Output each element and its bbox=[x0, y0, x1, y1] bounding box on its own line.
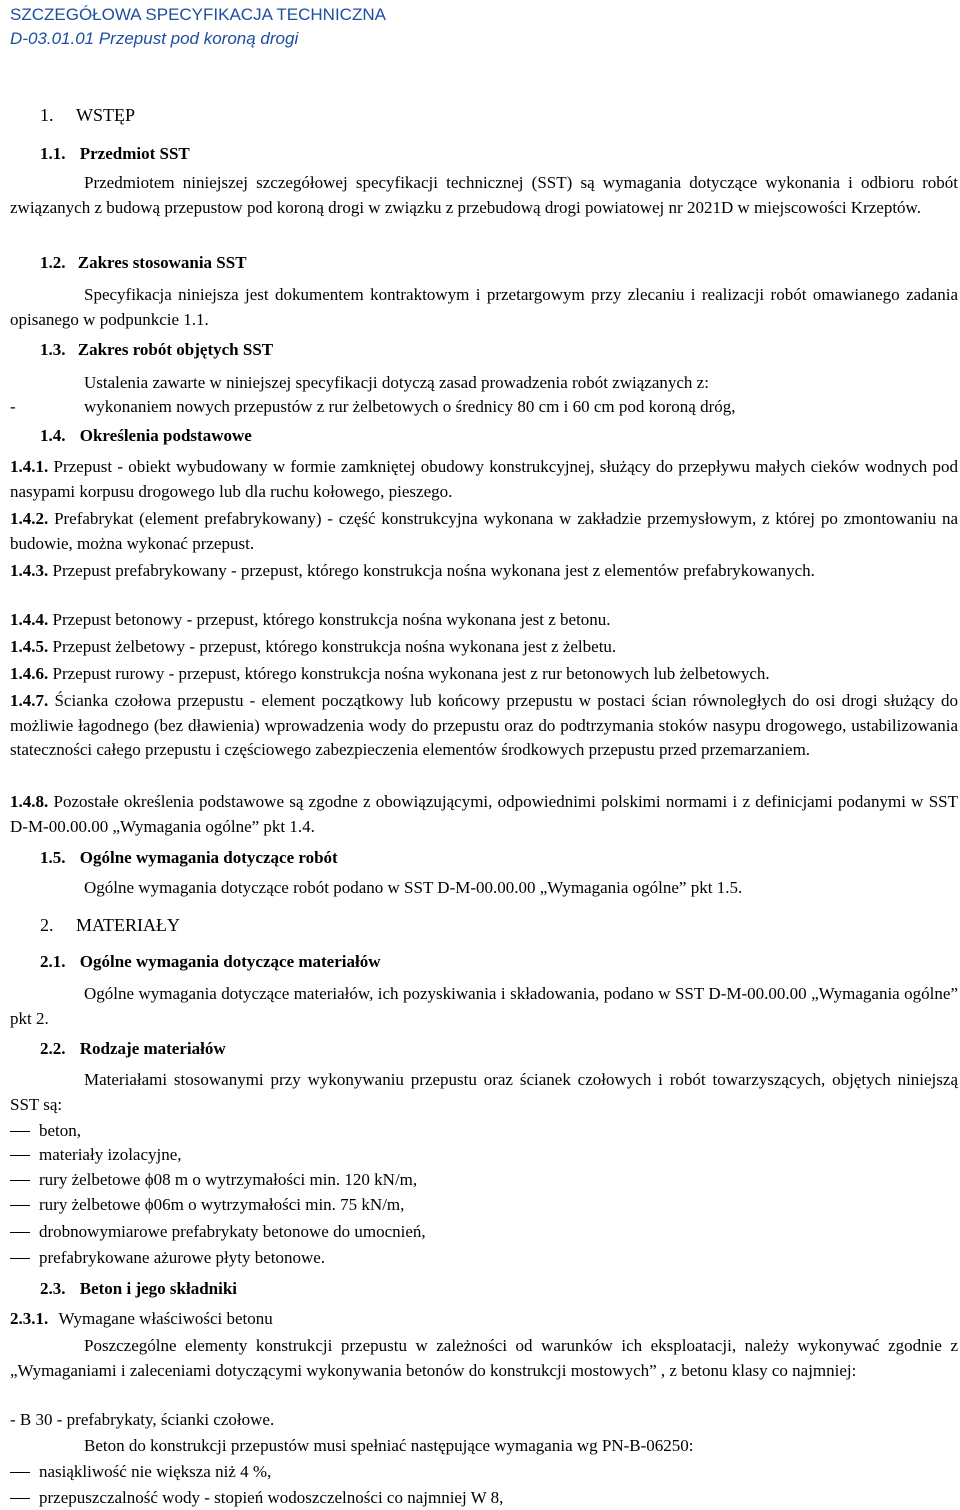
section-title: Wymagane właściwości betonu bbox=[58, 1309, 273, 1328]
definition-1-4-2: 1.4.2. Prefabrykat (element prefabrykowany) - część konstrukcyjna wykonana w zakładzie przemysłowym, z której po zmontowaniu na budowie, można wykonać przepust. bbox=[10, 509, 959, 553]
section-2-3-1-text: Poszczególne elementy konstrukcji przepustu w zależności od warunków ich eksploatacji, należy wykonywać zgodnie z „Wymaganiami i zaleceniami dotyczącymi wykonywania betonów do konstrukcji mostowych” , z betonu klasy co najmniej: bbox=[10, 1336, 958, 1380]
section-title: Przedmiot SST bbox=[79, 144, 190, 163]
section-1-1-heading bbox=[40, 142, 190, 167]
section-title: Ogólne wymagania dotyczące robót bbox=[79, 848, 338, 867]
section-1-5-text: Ogólne wymagania dotyczące robót podano w SST D-M-00.00.00 „Wymagania ogólne” pkt 1.5. bbox=[84, 878, 743, 897]
section-1-4-heading bbox=[40, 424, 252, 449]
section-number: 1.5. bbox=[40, 848, 66, 867]
concrete-class-line: - B 30 - prefabrykaty, ścianki czołowe. bbox=[10, 1410, 275, 1429]
definition-1-4-1: 1.4.1. Przepust - obiekt wybudowany w formie zamkniętej obudowy konstrukcyjnej, służący do przepływu małych cieków wodnych pod nasypami korpusu drogowego lub dla ruchu kołowego, pieszego. bbox=[10, 457, 958, 501]
section-1-2-heading bbox=[40, 251, 247, 276]
material-item: materiały izolacyjne, bbox=[10, 1143, 182, 1167]
section-2-3-1-text2: Beton do konstrukcji przepustów musi spełniać następujące wymagania wg PN-B-06250: bbox=[84, 1436, 694, 1455]
list-dash bbox=[10, 1155, 30, 1156]
section-1-2-text: Specyfikacja niniejsza jest dokumentem kontraktowym i przetargowym przy zlecaniu i realizacji robót omawianego zadania opisanego w podpunkcie 1.1. bbox=[10, 285, 958, 329]
list-dash bbox=[10, 1205, 30, 1206]
list-dash bbox=[10, 1232, 30, 1233]
section-2-3-1-heading bbox=[10, 1307, 273, 1332]
requirement-item: przepuszczalność wody - stopień wodoszczelności co najmniej W 8, bbox=[10, 1486, 503, 1510]
section-2-2-heading bbox=[40, 1037, 226, 1062]
section-title: MATERIAŁY bbox=[76, 915, 180, 935]
section-number: 2.3.1. bbox=[10, 1309, 49, 1328]
section-1-3-text: Ustalenia zawarte w niniejszej specyfikacji dotyczą zasad prowadzenia robót związanych z: bbox=[84, 373, 709, 392]
section-title: Ogólne wymagania dotyczące materiałów bbox=[79, 952, 381, 971]
section-number: 1. bbox=[40, 105, 54, 125]
section-number: 2.1. bbox=[40, 952, 66, 971]
material-item: prefabrykowane ażurowe płyty betonowe. bbox=[10, 1246, 325, 1270]
material-item: rury żelbetowe ϕ06m o wytrzymałości min. 75 kN/m, bbox=[10, 1193, 404, 1217]
section-title: Określenia podstawowe bbox=[79, 426, 252, 445]
section-number: 1.3. bbox=[40, 340, 66, 359]
list-item-text: wykonaniem nowych przepustów z rur żelbetowych o średnicy 80 cm i 60 cm pod koroną dróg, bbox=[84, 397, 736, 416]
requirement-item: nasiąkliwość nie większa niż 4 %, bbox=[10, 1460, 271, 1484]
section-number: 2.3. bbox=[40, 1279, 66, 1298]
definition-1-4-7: 1.4.7. Ścianka czołowa przepustu - element początkowy lub końcowy przepustu w postaci ścian równoległych do osi drogi służący do możliwie łagodnego (bez dławienia) wprowadzenia wody do przepustu oraz do podtrzymania stoków nasypu drogowego, ustabilizowania stateczności całego przepustu i częściowego zabezpieczenia elementów środkowych przepustu przed przemarzaniem. bbox=[10, 691, 958, 759]
section-2-3-heading bbox=[40, 1277, 237, 1302]
material-item: drobnowymiarowe prefabrykaty betonowe do umocnień, bbox=[10, 1220, 426, 1244]
definition-1-4-5: 1.4.5. Przepust żelbetowy - przepust, którego konstrukcja nośna wykonana jest z żelbetu. bbox=[10, 637, 617, 656]
section-number: 1.2. bbox=[40, 253, 66, 272]
definition-1-4-8: 1.4.8. Pozostałe określenia podstawowe są zgodne z obowiązującymi, odpowiednimi polskimi normami i z definicjami podanymi w SST D-M-00.00.00 „Wymagania ogólne” pkt 1.4. bbox=[10, 792, 958, 836]
section-2-heading bbox=[40, 913, 180, 938]
section-number: 2.2. bbox=[40, 1039, 66, 1058]
list-dash bbox=[10, 1180, 30, 1181]
header-subtitle: D-03.01.01 Przepust pod koroną drogi bbox=[10, 29, 299, 48]
section-number: 1.1. bbox=[40, 144, 66, 163]
section-1-1-text: Przedmiotem niniejszej szczegółowej specyfikacji technicznej (SST) są wymagania dotyczące wykonania i odbioru robót związanych z budową przepustow pod koroną drogi w związku z przebudową drogi powiatowej nr 2021D w miejscowości Krzeptów. bbox=[10, 173, 958, 217]
list-dash bbox=[10, 1131, 30, 1132]
list-dash: - bbox=[10, 397, 16, 416]
section-title: WSTĘP bbox=[76, 105, 136, 125]
material-item: beton, bbox=[10, 1119, 81, 1143]
section-title: Zakres stosowania SST bbox=[77, 253, 247, 272]
section-2-1-text: Ogólne wymagania dotyczące materiałów, ich pozyskiwania i składowania, podano w SST D-M-00.00.00 „Wymagania ogólne” pkt 2. bbox=[10, 984, 958, 1028]
section-title: Rodzaje materiałów bbox=[79, 1039, 226, 1058]
definition-1-4-3: 1.4.3. Przepust prefabrykowany - przepust, którego konstrukcja nośna wykonana jest z elementów prefabrykowanych. bbox=[10, 561, 815, 580]
section-number: 1.4. bbox=[40, 426, 66, 445]
list-dash bbox=[10, 1498, 30, 1499]
section-2-1-heading bbox=[40, 950, 381, 975]
definition-1-4-4: 1.4.4. Przepust betonowy - przepust, którego konstrukcja nośna wykonana jest z betonu. bbox=[10, 610, 611, 629]
section-title: Beton i jego składniki bbox=[79, 1279, 238, 1298]
material-item: rury żelbetowe ϕ08 m o wytrzymałości min. 120 kN/m, bbox=[10, 1168, 417, 1192]
header-title: SZCZEGÓŁOWA SPECYFIKACJA TECHNICZNA bbox=[10, 5, 386, 24]
section-title: Zakres robót objętych SST bbox=[77, 340, 274, 359]
section-1-5-heading bbox=[40, 846, 338, 871]
section-number: 2. bbox=[40, 915, 54, 935]
list-dash bbox=[10, 1258, 30, 1259]
list-dash bbox=[10, 1472, 30, 1473]
scope-list-item bbox=[10, 395, 736, 419]
section-1-3-heading bbox=[40, 338, 273, 363]
definition-1-4-6: 1.4.6. Przepust rurowy - przepust, którego konstrukcja nośna wykonana jest z rur betonowych lub żelbetowych. bbox=[10, 664, 770, 683]
section-1-heading bbox=[40, 103, 135, 128]
section-2-2-text: Materiałami stosowanymi przy wykonywaniu przepustu oraz ścianek czołowych i robót towarzyszących, objętych niniejszą SST są: bbox=[10, 1070, 958, 1114]
